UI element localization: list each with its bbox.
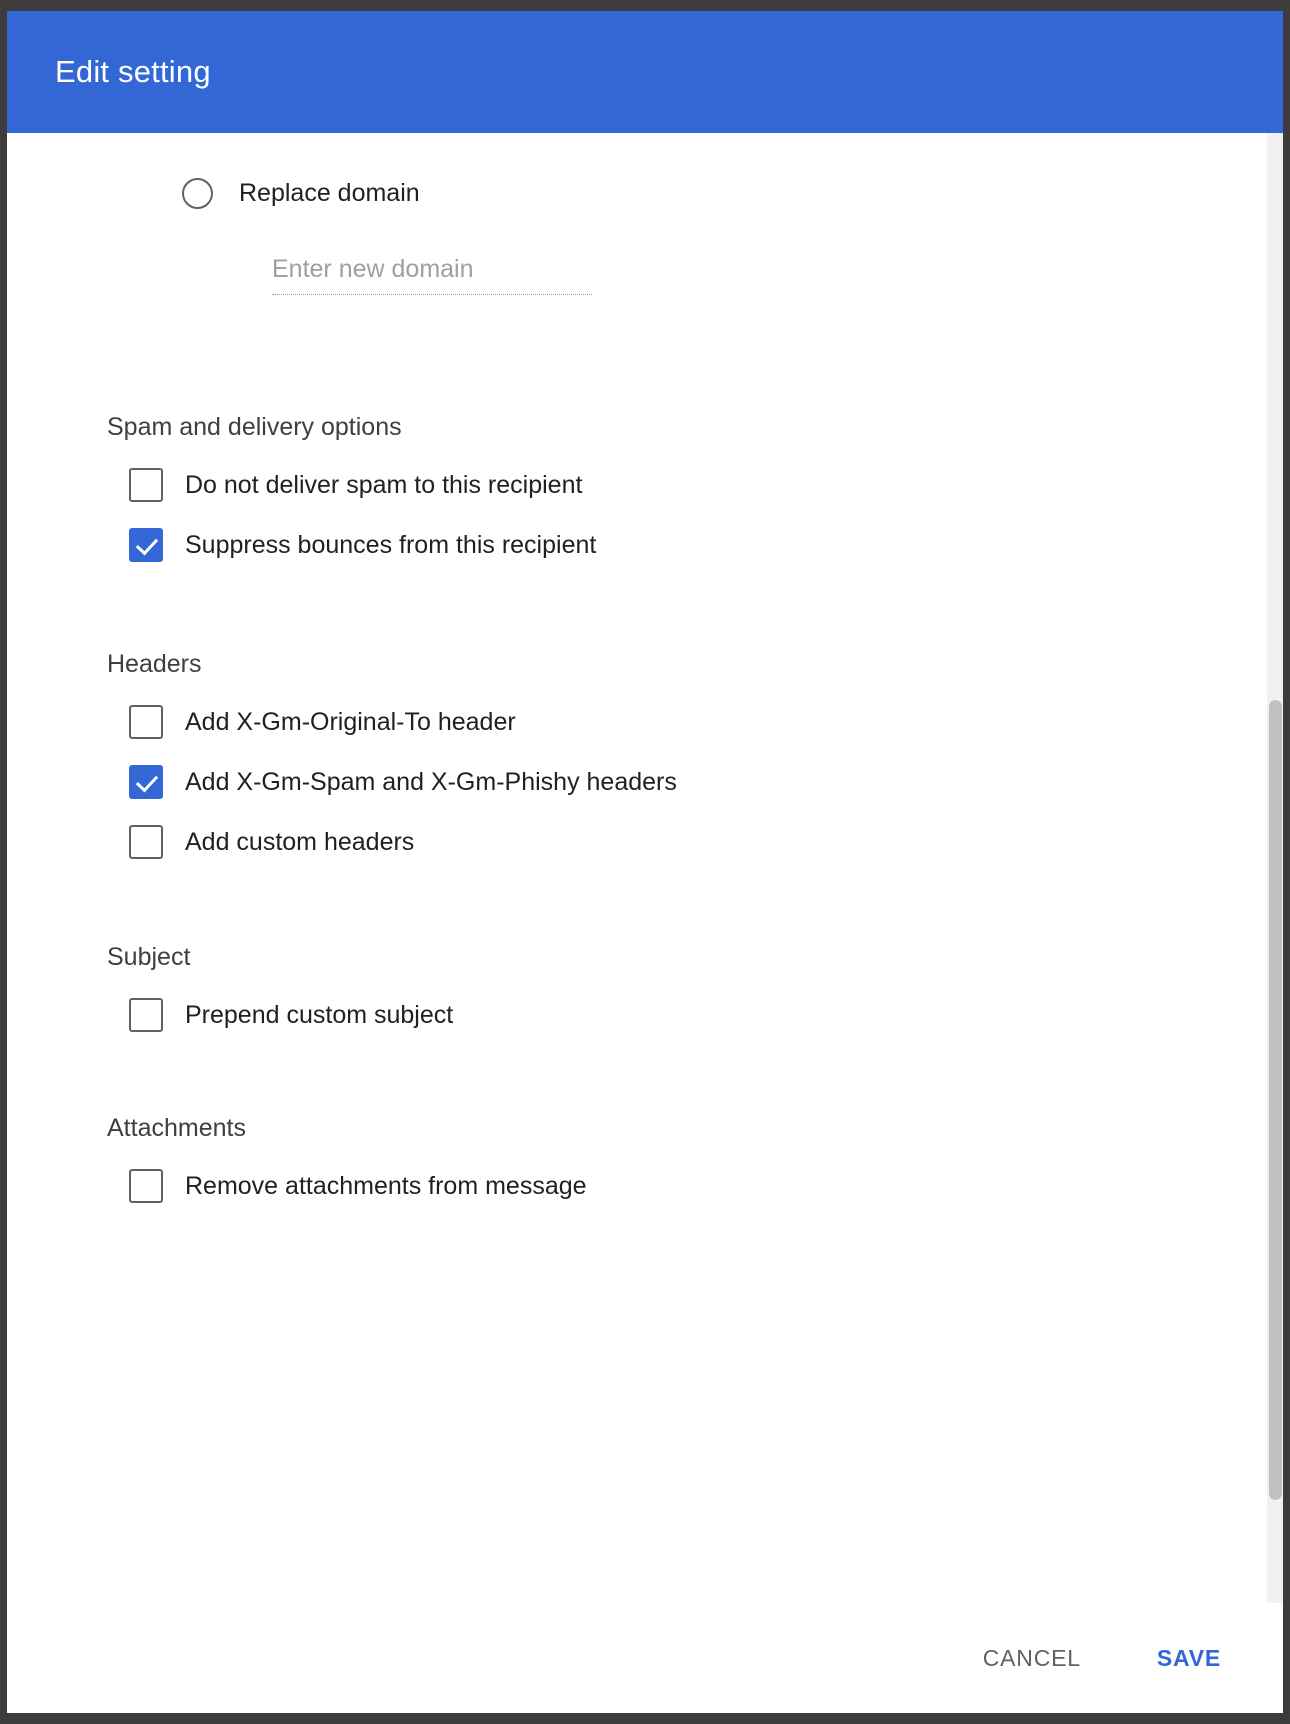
section-title: Headers	[107, 650, 202, 678]
checkbox-icon	[129, 705, 163, 739]
checkbox-label: Add X-Gm-Spam and X-Gm-Phishy headers	[185, 767, 677, 796]
dialog-body	[7, 133, 1283, 1603]
radio-circle-icon	[182, 178, 213, 209]
checkbox-icon	[129, 825, 163, 859]
scrollbar-thumb[interactable]	[1269, 700, 1282, 1500]
edit-setting-dialog	[7, 11, 1283, 1713]
radio-replace-domain[interactable]	[7, 133, 1283, 209]
dialog-header	[7, 11, 1283, 133]
checkbox-label: Remove attachments from message	[185, 1171, 587, 1200]
section-title: Spam and delivery options	[107, 413, 402, 441]
checkbox-add-x-gm-spam-and-phishy-headers[interactable]	[107, 765, 1283, 799]
page-title: Edit setting	[55, 54, 211, 89]
checkbox-label: Add custom headers	[185, 827, 415, 856]
new-domain-field-wrap	[7, 209, 1283, 295]
checkbox-label: Do not deliver spam to this recipient	[185, 470, 583, 499]
checkbox-add-x-gm-original-to-header[interactable]	[107, 705, 1283, 739]
checkbox-icon	[129, 1169, 163, 1203]
checkbox-prepend-custom-subject[interactable]	[107, 998, 1283, 1032]
section-title: Subject	[107, 943, 191, 971]
checkbox-label: Add X-Gm-Original-To header	[185, 707, 516, 736]
section-spam-and-delivery-options	[7, 295, 1283, 562]
save-button[interactable]: SAVE	[1137, 1631, 1241, 1686]
checkbox-icon	[129, 998, 163, 1032]
checkbox-checked-icon	[129, 765, 163, 799]
new-domain-input[interactable]	[272, 255, 592, 295]
section-title: Attachments	[107, 1114, 246, 1142]
checkbox-label: Prepend custom subject	[185, 1000, 454, 1029]
checkbox-add-custom-headers[interactable]	[107, 825, 1283, 859]
section-headers	[7, 562, 1283, 859]
section-subject	[7, 859, 1283, 1032]
section-attachments	[7, 1032, 1283, 1203]
vertical-scrollbar[interactable]	[1267, 133, 1283, 1603]
cancel-button[interactable]: CANCEL	[963, 1631, 1101, 1686]
dialog-footer	[7, 1603, 1283, 1713]
checkbox-icon	[129, 468, 163, 502]
checkbox-suppress-bounces[interactable]	[107, 528, 1283, 562]
checkbox-do-not-deliver-spam[interactable]	[107, 468, 1283, 502]
checkbox-label: Suppress bounces from this recipient	[185, 530, 597, 559]
scroll-area	[7, 133, 1283, 1603]
radio-replace-domain-label: Replace domain	[239, 179, 420, 207]
checkbox-checked-icon	[129, 528, 163, 562]
checkbox-remove-attachments[interactable]	[107, 1169, 1283, 1203]
